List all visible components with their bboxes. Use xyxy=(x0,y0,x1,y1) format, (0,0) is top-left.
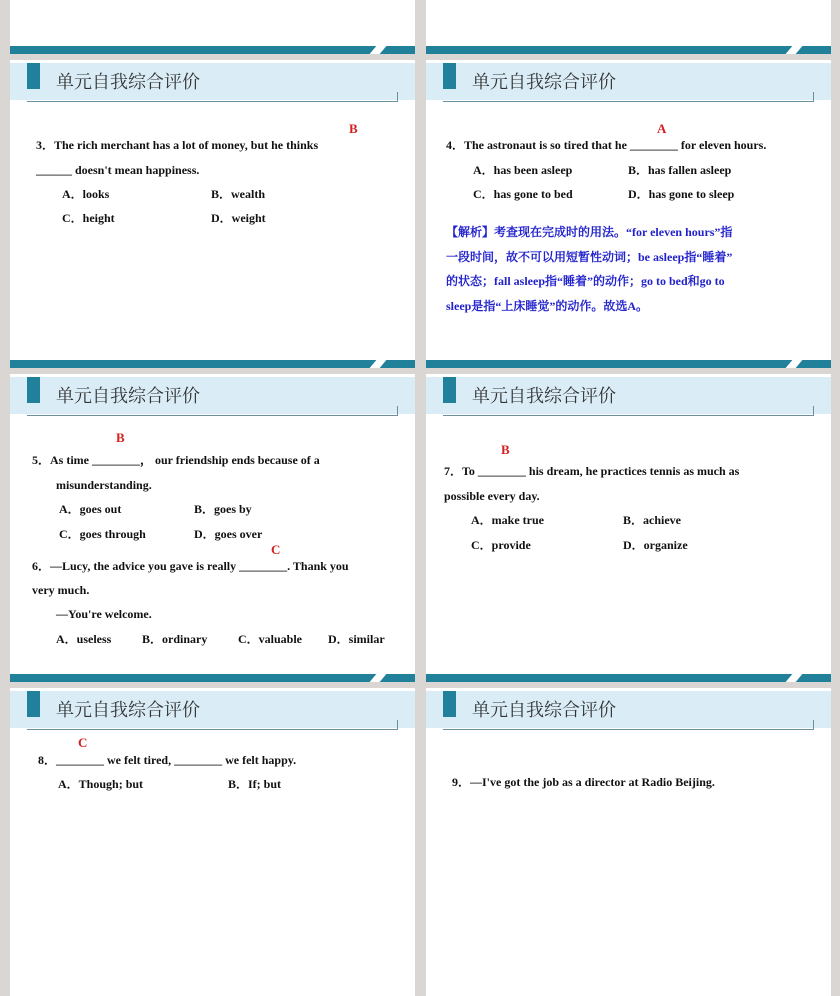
option: A．make true xyxy=(471,513,544,527)
option: A．has been asleep xyxy=(473,163,573,177)
option: B．ordinary xyxy=(142,632,208,646)
question-text: possible every day. xyxy=(444,489,540,503)
slide-partial-right[interactable] xyxy=(426,0,831,54)
slide-bottom-bar xyxy=(10,46,415,54)
header-marker xyxy=(27,691,40,717)
question-text: 7．To ________ his dream, he practices tennis as much as xyxy=(444,464,740,478)
answer-mark: B xyxy=(116,430,125,445)
slide-header xyxy=(426,377,831,414)
slide-bottom-bar xyxy=(10,360,415,368)
question-text: 6．—Lucy, the advice you gave is really ________. Thank you xyxy=(32,559,349,573)
question-text: ______ doesn't mean happiness. xyxy=(36,163,200,177)
header-marker xyxy=(443,63,456,89)
option: C．goes through xyxy=(59,527,146,541)
slide-q4[interactable] xyxy=(426,60,831,368)
option: A．looks xyxy=(62,187,110,201)
analysis-text: sleep是指“上床睡觉”的动作。故选A。 xyxy=(446,299,648,313)
header-line xyxy=(27,101,398,102)
question-text: 3．The rich merchant has a lot of money, but he thinks xyxy=(36,138,319,152)
header-line-end xyxy=(397,720,398,730)
option: C．valuable xyxy=(238,632,303,646)
header-line xyxy=(443,101,814,102)
slide-bottom-bar xyxy=(10,674,415,682)
option: B．If; but xyxy=(228,777,282,791)
slide-bottom-bar xyxy=(426,674,831,682)
slide-q9[interactable] xyxy=(426,688,831,996)
slide-bottom-bar xyxy=(426,360,831,368)
header-marker xyxy=(443,691,456,717)
slide-header xyxy=(10,377,415,414)
slide-header xyxy=(426,691,831,728)
option: B．has fallen asleep xyxy=(628,163,732,177)
option: C．height xyxy=(62,211,115,225)
answer-mark: B xyxy=(501,442,510,457)
option: D．weight xyxy=(211,211,266,225)
header-line-end xyxy=(813,720,814,730)
question-text: 5．As time ________， our friendship ends because of a xyxy=(32,453,320,467)
question-text: misunderstanding. xyxy=(56,478,152,492)
option: D．similar xyxy=(328,632,385,646)
header-marker xyxy=(27,377,40,403)
slide-title: 单元自我综合评价 xyxy=(56,72,200,93)
question-text: 4．The astronaut is so tired that he ________ for eleven hours. xyxy=(446,138,767,152)
option: C．provide xyxy=(471,538,531,552)
slide-header xyxy=(10,63,415,100)
option: B．goes by xyxy=(194,502,252,516)
header-line-end xyxy=(813,406,814,416)
analysis-text: 的状态；fall asleep指“睡着”的动作；go to bed和go to xyxy=(446,274,725,288)
slide-partial-left[interactable] xyxy=(10,0,415,54)
question-text: 9．—I've got the job as a director at Radio Beijing. xyxy=(452,775,715,789)
option: D．goes over xyxy=(194,527,263,541)
header-line-end xyxy=(397,92,398,102)
slide-title: 单元自我综合评价 xyxy=(56,386,200,407)
option: A．Though; but xyxy=(58,777,144,791)
option: B．wealth xyxy=(211,187,266,201)
analysis-text: 【解析】考查现在完成时的用法。“for eleven hours”指 xyxy=(446,225,733,239)
slide-header xyxy=(10,691,415,728)
option: A．useless xyxy=(56,632,112,646)
header-line-end xyxy=(813,92,814,102)
answer-mark: C xyxy=(78,735,88,750)
slide-title: 单元自我综合评价 xyxy=(472,72,616,93)
option: D．has gone to sleep xyxy=(628,187,735,201)
header-line-end xyxy=(397,406,398,416)
header-line xyxy=(443,729,814,730)
slide-title: 单元自我综合评价 xyxy=(56,700,200,721)
header-marker xyxy=(27,63,40,89)
header-line xyxy=(27,729,398,730)
slide-header xyxy=(426,63,831,100)
slide-q7[interactable] xyxy=(426,374,831,682)
slide-q8[interactable] xyxy=(10,688,415,996)
header-line xyxy=(443,415,814,416)
question-text: —You're welcome. xyxy=(56,607,152,621)
slide-title: 单元自我综合评价 xyxy=(472,700,616,721)
question-text: 8．________ we felt tired, ________ we felt happy. xyxy=(38,753,297,767)
analysis-text: 一段时间，故不可以用短暂性动词；be asleep指“睡着” xyxy=(446,250,733,264)
slide-bottom-bar xyxy=(426,46,831,54)
answer-mark: C xyxy=(271,542,281,557)
option: D．organize xyxy=(623,538,688,552)
option: B．achieve xyxy=(623,513,681,527)
header-marker xyxy=(443,377,456,403)
option: A．goes out xyxy=(59,502,122,516)
answer-mark: B xyxy=(349,121,358,136)
answer-mark: A xyxy=(657,121,667,136)
slide-title: 单元自我综合评价 xyxy=(472,386,616,407)
question-text: very much. xyxy=(32,583,90,597)
header-line xyxy=(27,415,398,416)
option: C．has gone to bed xyxy=(473,187,573,201)
